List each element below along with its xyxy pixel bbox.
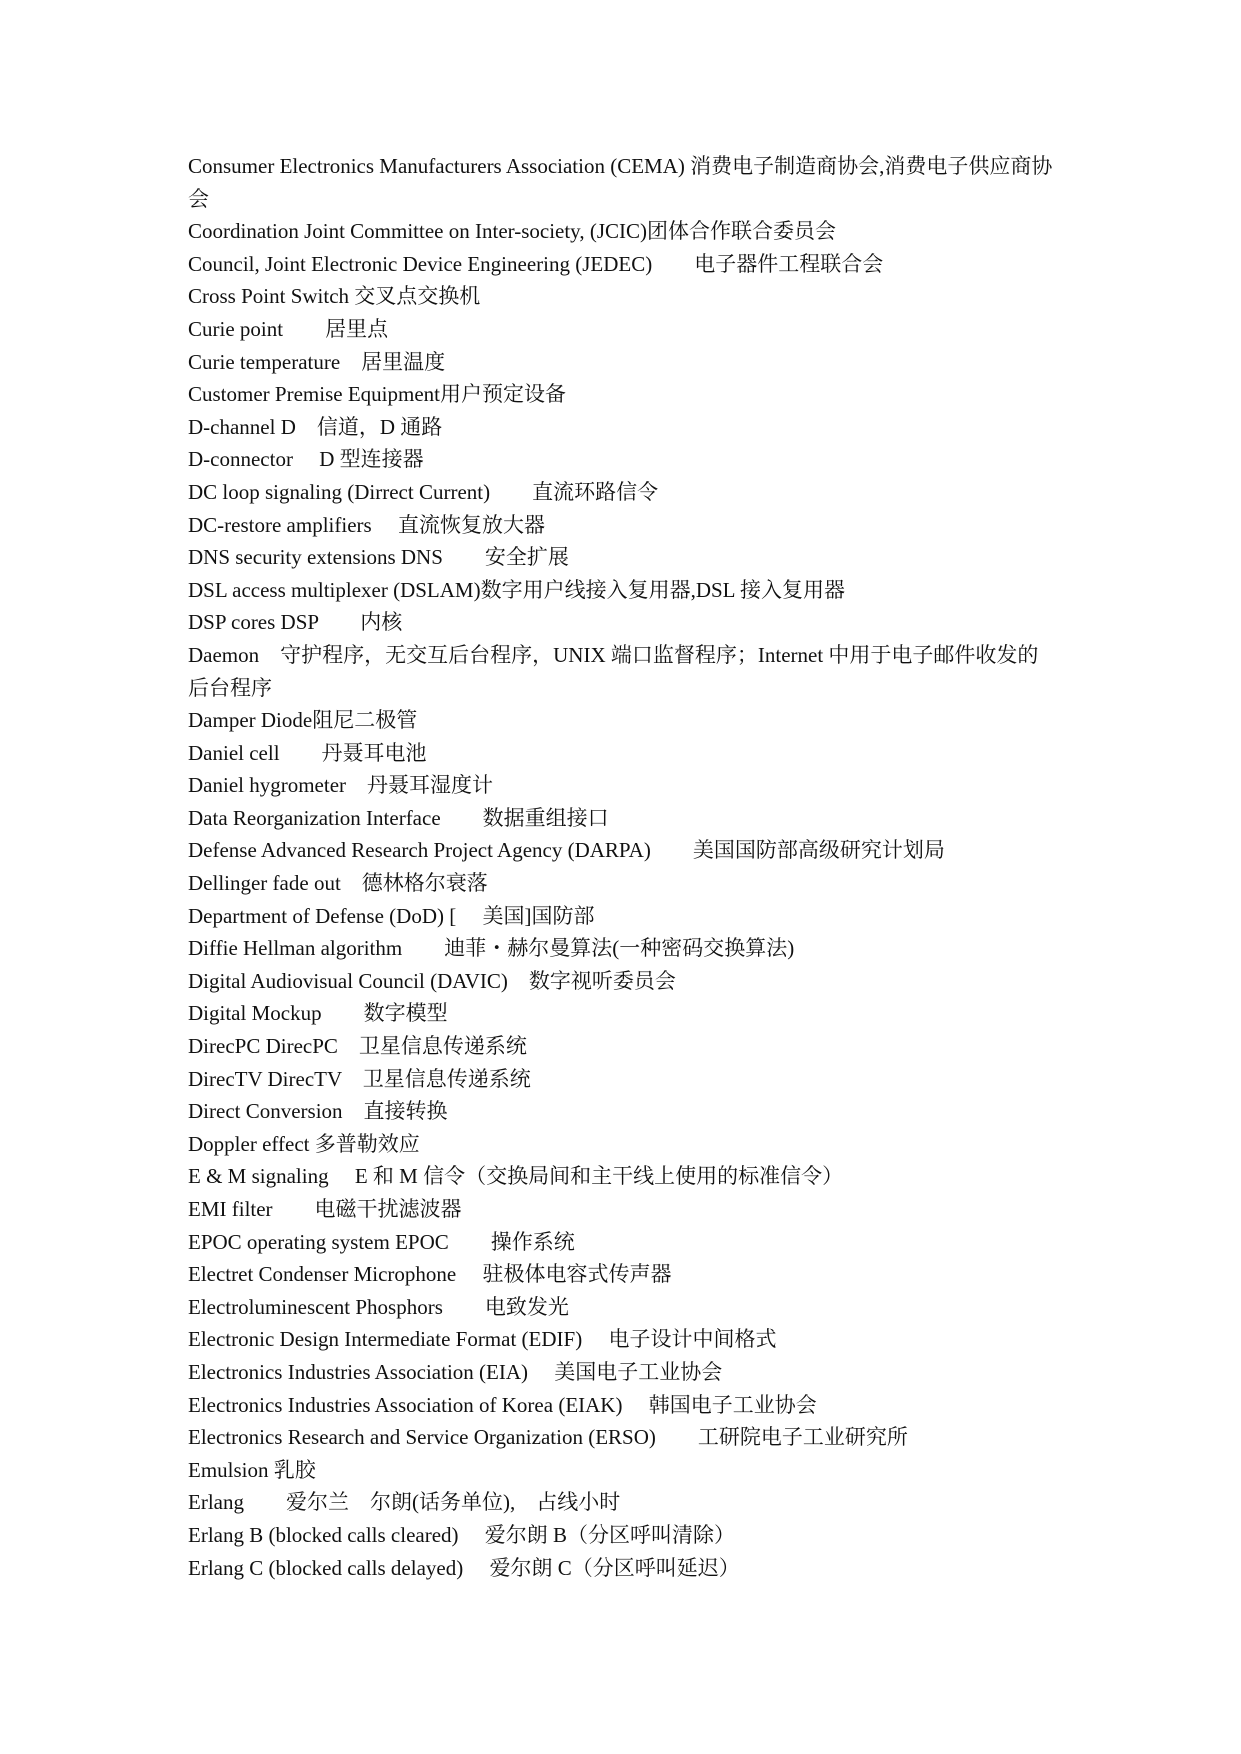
glossary-entry: Digital Mockup 数字模型 <box>188 1001 448 1026</box>
glossary-entry: DSP cores DSP 内核 <box>188 610 403 635</box>
glossary-entry: Daniel hygrometer 丹聂耳湿度计 <box>188 773 494 798</box>
glossary-entry: DirecTV DirecTV 卫星信息传递系统 <box>188 1066 531 1091</box>
glossary-entry: Electret Condenser Microphone 驻极体电容式传声器 <box>188 1262 672 1287</box>
glossary-entry: DC loop signaling (Dirrect Current) 直流环路信令 <box>188 479 659 504</box>
glossary-entry: Emulsion 乳胶 <box>188 1457 316 1482</box>
glossary-entry: Department of Defense (DoD) [ 美国]国防部 <box>188 903 595 928</box>
glossary-entry: Damper Diode阻尼二极管 <box>188 708 418 733</box>
glossary-entry: Digital Audiovisual Council (DAVIC) 数字视听委员会 <box>188 968 676 993</box>
glossary-entry: Council, Joint Electronic Device Engineering (JEDEC) 电子器件工程联合会 <box>188 251 884 276</box>
glossary-entry: Doppler effect 多普勒效应 <box>188 1131 420 1156</box>
glossary-entry: D-channel D 信道，D 通路 <box>188 414 443 439</box>
glossary-list <box>188 150 1058 1584</box>
glossary-entry: Coordination Joint Committee on Inter-society, (JCIC)团体合作联合委员会 <box>188 219 836 244</box>
glossary-entry: Consumer Electronics Manufacturers Association (CEMA) 消费电子制造商协会,消费电子供应商协会 <box>188 154 1053 211</box>
glossary-entry: Data Reorganization Interface 数据重组接口 <box>188 805 609 830</box>
glossary-entry: Direct Conversion 直接转换 <box>188 1099 448 1124</box>
glossary-entry: DSL access multiplexer (DSLAM)数字用户线接入复用器,DSL 接入复用器 <box>188 577 845 602</box>
glossary-entry: DNS security extensions DNS 安全扩展 <box>188 545 569 570</box>
glossary-entry: Erlang C (blocked calls delayed) 爱尔朗 C（分区呼叫延迟） <box>188 1555 740 1580</box>
glossary-entry: Defense Advanced Research Project Agency (DARPA) 美国国防部高级研究计划局 <box>188 838 945 863</box>
glossary-entry: DC-restore amplifiers 直流恢复放大器 <box>188 512 545 537</box>
glossary-entry: Daniel cell 丹聂耳电池 <box>188 740 427 765</box>
glossary-entry: D-connector D 型连接器 <box>188 447 424 472</box>
glossary-entry: Electroluminescent Phosphors 电致发光 <box>188 1294 569 1319</box>
glossary-entry: Electronics Research and Service Organization (ERSO) 工研院电子工业研究所 <box>188 1425 908 1450</box>
glossary-entry: Curie temperature 居里温度 <box>188 349 446 374</box>
glossary-entry: Diffie Hellman algorithm 迪菲・赫尔曼算法(一种密码交换算法) <box>188 936 795 961</box>
glossary-entry: Curie point 居里点 <box>188 316 389 341</box>
glossary-entry: Electronic Design Intermediate Format (EDIF) 电子设计中间格式 <box>188 1327 777 1352</box>
glossary-entry: Electronics Industries Association (EIA) 美国电子工业协会 <box>188 1359 723 1384</box>
glossary-entry: EMI filter 电磁干扰滤波器 <box>188 1197 462 1221</box>
glossary-entry: DirecPC DirecPC 卫星信息传递系统 <box>188 1034 527 1059</box>
glossary-entry: Customer Premise Equipment用户预定设备 <box>188 382 566 407</box>
glossary-entry: EPOC operating system EPOC 操作系统 <box>188 1229 575 1254</box>
glossary-entry: Electronics Industries Association of Korea (EIAK) 韩国电子工业协会 <box>188 1392 817 1417</box>
glossary-entry: Erlang B (blocked calls cleared) 爱尔朗 B（分区呼叫清除） <box>188 1522 736 1547</box>
glossary-entry: Daemon 守护程序，无交互后台程序，UNIX 端口监督程序；Internet 中用于电子邮件收发的后台程序 <box>188 642 1039 700</box>
glossary-entry: Dellinger fade out 德林格尔衰落 <box>188 871 488 896</box>
glossary-entry: E & M signaling E 和 M 信令（交换局间和主干线上使用的标准信令） <box>188 1164 844 1189</box>
glossary-entry: Erlang 爱尔兰 尔朗(话务单位), 占线小时 <box>188 1490 621 1515</box>
glossary-entry: Cross Point Switch 交叉点交换机 <box>188 284 481 309</box>
